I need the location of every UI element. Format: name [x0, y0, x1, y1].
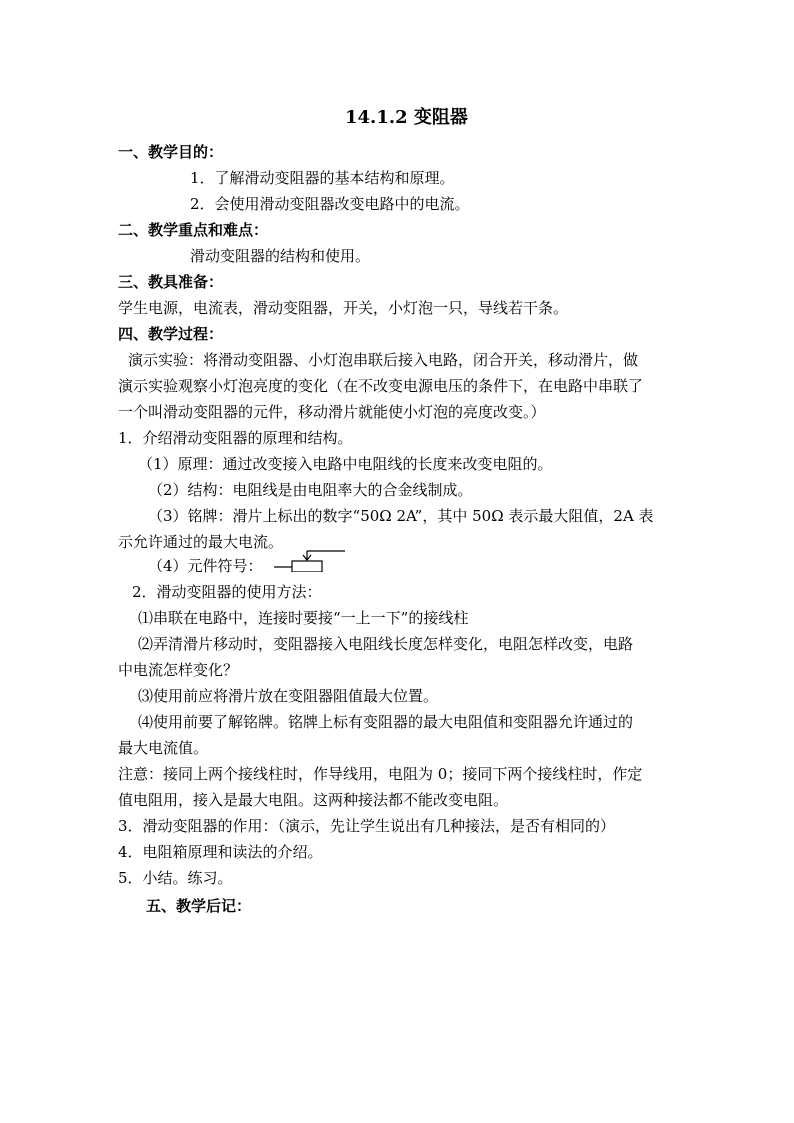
section-heading-objectives: 一、教学目的：: [118, 143, 224, 161]
usage-rule-3: ⑶使用前应将滑片放在变阻器阻值最大位置。: [138, 687, 439, 705]
note-line: 值电阻用，接入是最大电阻。这两种接法都不能改变电阻。: [118, 791, 509, 809]
objective-item: 1．了解滑动变阻器的基本结构和原理。: [190, 169, 455, 187]
point-4-text: 4．电阻箱原理和读法的介绍。: [118, 843, 323, 861]
usage-rule-4-line: 最大电流值。: [118, 739, 209, 757]
demo-paragraph-line: 一个叫滑动变阻器的元件，移动滑片就能使小灯泡的亮度改变。）: [118, 403, 546, 421]
section-heading-process: 四、教学过程：: [118, 325, 224, 343]
objective-item: 2．会使用滑动变阻器改变电路中的电流。: [190, 195, 470, 213]
key-points-text: 滑动变阻器的结构和使用。: [190, 247, 371, 265]
section-heading-key-points: 二、教学重点和难点：: [118, 221, 269, 239]
section-heading-afterword: 五、教学后记：: [146, 897, 252, 915]
page-title: 14.1.2 变阻器: [345, 107, 468, 128]
nameplate-text-line: 示允许通过的最大电流。: [118, 533, 284, 551]
point-1-title: 1．介绍滑动变阻器的原理和结构。: [118, 429, 353, 447]
principle-text: （1）原理：通过改变接入电路中电阻线的长度来改变电阻的。: [138, 455, 553, 473]
section-heading-materials: 三、教具准备：: [118, 273, 224, 291]
usage-rule-2-line: ⑵弄清滑片移动时，变阻器接入电阻线长度怎样变化，电阻怎样改变，电路: [138, 635, 634, 653]
usage-rule-1: ⑴串联在电路中，连接时要接“一上一下”的接线柱: [138, 609, 469, 627]
rheostat-symbol-icon: [270, 548, 360, 572]
demo-paragraph-line: 演示实验观察小灯泡亮度的变化（在不改变电源电压的条件下，在电路中串联了: [118, 377, 644, 395]
point-3-text: 3．滑动变阻器的作用：（演示，先让学生说出有几种接法，是否有相同的）: [118, 817, 616, 835]
usage-rule-4-line: ⑷使用前要了解铭牌。铭牌上标有变阻器的最大电阻值和变阻器允许通过的: [138, 713, 634, 731]
point-5-text: 5．小结。练习。: [118, 869, 233, 887]
nameplate-text-line: （3）铭牌：滑片上标出的数字“50Ω 2A”，其中 50Ω 表示最大阻值，2A 表: [148, 507, 654, 525]
component-symbol-label: （4）元件符号：: [148, 557, 263, 575]
point-2-title: 2．滑动变阻器的使用方法：: [132, 583, 322, 601]
structure-text: （2）结构：电阻线是由电阻率大的合金线制成。: [148, 481, 473, 499]
note-line: 注意：接同上两个接线柱时，作导线用，电阻为 0；接同下两个接线柱时，作定: [118, 765, 643, 783]
usage-rule-2-line: 中电流怎样变化？: [118, 661, 239, 679]
materials-text: 学生电源，电流表，滑动变阻器，开关，小灯泡一只，导线若干条。: [118, 299, 569, 317]
demo-paragraph-line: 演示实验：将滑动变阻器、小灯泡串联后接入电路，闭合开关，移动滑片，做: [128, 351, 639, 369]
